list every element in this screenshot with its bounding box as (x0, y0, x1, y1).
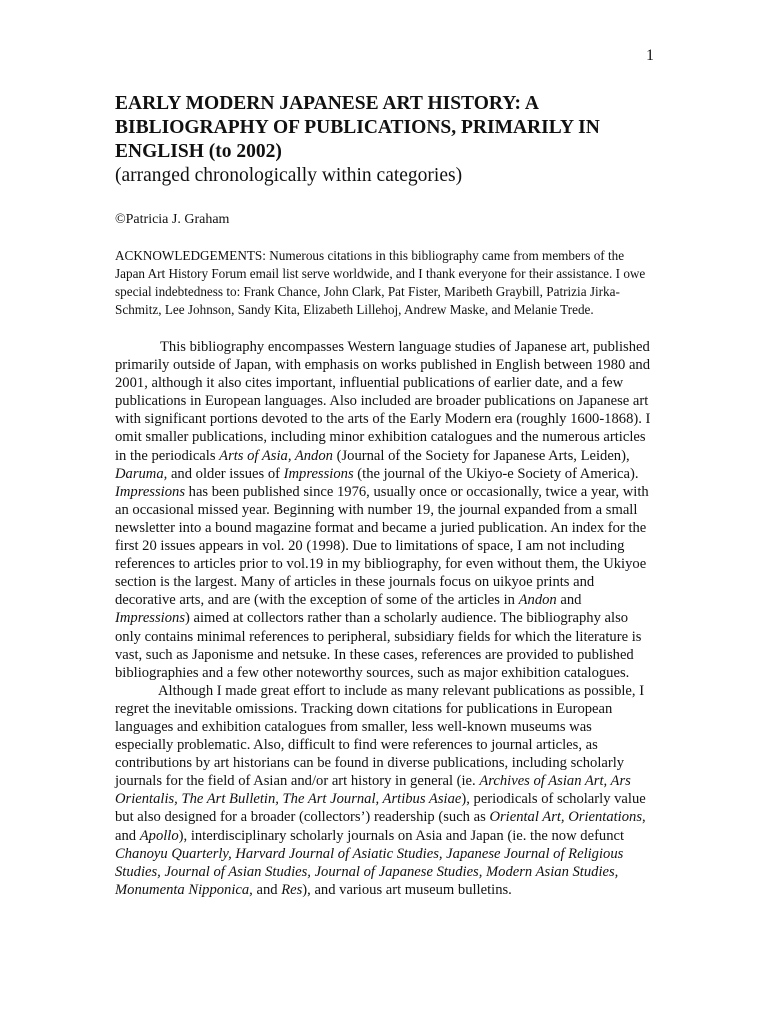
text-run: and (252, 881, 282, 898)
text-run: and (556, 592, 582, 609)
author-copyright: ©Patricia J. Graham (115, 212, 230, 227)
page-number: 1 (646, 47, 654, 64)
text-run: has been published since 1976, usually once or occasionally, twice a year, with an occasional missed year. Beginning with number 19, the journal expanded from a small newsletter into a bound magazine format and became a juried publication. An index for the first 20 issues appears in vol. 20 (1998). Due to limitations of space, I am not including references to articles prior to vol.19 in my bibliography, for even without them, the Ukiyoe section is the largest. Many of articles in these journals focus on uikyoe prints and decorative arts, and are (with the exception of some of the articles in (115, 483, 649, 609)
intro-paragraph (115, 338, 652, 682)
italic-title: Chanoyu Quarterly, Harvard Journal of Asiatic Studies, Japanese Journal of Religious Studies, Journal of Asian Studies, Journal of Japanese Studies, Modern Asian Studies, Monumenta Nipponica, (115, 845, 624, 898)
italic-title: Impressions (115, 610, 185, 627)
italic-title: Arts of Asia, Andon (219, 447, 333, 464)
text-run: (Journal of the Society for Japanese Arts, Leiden), (332, 447, 630, 464)
italic-title: Apollo (139, 827, 179, 844)
text-run: ) aimed at collectors rather than a scholarly audience. The bibliography also only contains minimal references to peripheral, subsidiary fields for which the literature is vast, such as Japonisme and netsuke. In these cases, references are provided to published bibliographies and a few other noteworthy sources, such as major exhibition catalogues. (115, 610, 642, 681)
italic-title: Impressions (283, 465, 354, 482)
text-run: (the journal of the Ukiyo-e Society of America). (353, 465, 639, 482)
text-run: Although I made great effort to include as many relevant publications as possible, I regret the inevitable omissions. Tracking down citations for publications in European languages and exhibition catalogues from smaller, less well-known museums was especially problematic. Also, difficult to find were references to journal articles, as contributions by art historians can be found in diverse publications, including scholarly journals for the field of Asian and/or art history in general (ie. (115, 682, 645, 790)
text-run: ), interdisciplinary scholarly journals on Asia and Japan (ie. the now defunct (178, 827, 625, 844)
text-run: This bibliography encompasses Western language studies of Japanese art, published primarily outside of Japan, with emphasis on works published in English between 1980 and 2001, although it also cites important, influential publications of earlier date, and a few publications in European languages. Also included are broader publications on Japanese art with significant portions devoted to the arts of the Early Modern era (roughly 1600-1868). I omit smaller publications, including minor exhibition catalogues and the numerous articles in the periodicals (115, 339, 651, 464)
omissions-paragraph (115, 682, 652, 899)
acknowledgements-paragraph: ACKNOWLEDGEMENTS: Numerous citations in this bibliography came from members of the Japan Art History Forum email list serve worldwide, and I thank everyone for their assistance. I owe special indebtedness to: Frank Chance, John Clark, Pat Fister, Maribeth Graybill, Patrizia Jirka-Schmitz, Lee Johnson, Sandy Kita, Elizabeth Lillehoj, Andrew Maske, and Melanie Trede. (115, 248, 646, 317)
italic-title: Andon (518, 592, 557, 609)
italic-title: Daruma, (115, 465, 168, 482)
text-run: ), and various art museum bulletins. (302, 881, 512, 898)
text-run: ), periodicals of scholarly value but also designed for a broader (collectors’) readership (such as (115, 791, 646, 826)
document-title: EARLY MODERN JAPANESE ART HISTORY: A BIBLIOGRAPHY OF PUBLICATIONS, PRIMARILY IN ENGLISH (to 2002) (115, 93, 600, 162)
body-text (115, 338, 652, 899)
text-run: and older issues of (167, 465, 284, 482)
italic-title: Res (281, 881, 303, 898)
italic-title: Impressions (115, 483, 185, 500)
italic-title: Archives of Asian Art, Ars Orientalis, The Art Bulletin, The Art Journal, Artibus Asiae (115, 773, 631, 808)
document-subtitle: (arranged chronologically within categories) (115, 165, 463, 186)
text-run: , and (115, 809, 646, 844)
italic-title: Oriental Art, Orientations (489, 809, 643, 826)
